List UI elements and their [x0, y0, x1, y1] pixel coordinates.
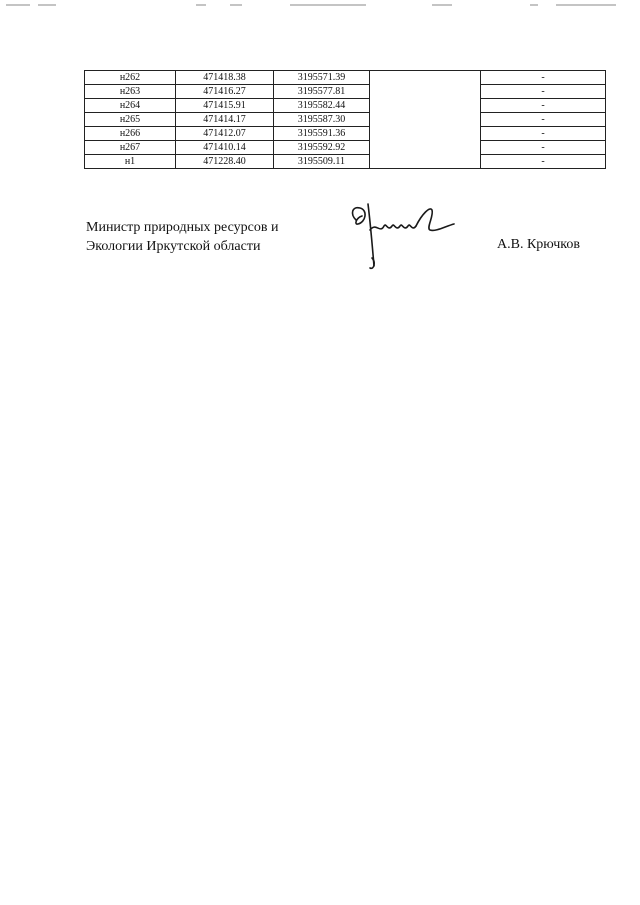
note-cell: -: [481, 99, 606, 113]
table-row: [85, 127, 606, 141]
x-coordinate-cell: 471415.91: [176, 99, 274, 113]
point-cell: н267: [85, 141, 176, 155]
table-row: [85, 155, 606, 169]
x-coordinate-cell: 471414.17: [176, 113, 274, 127]
point-cell: н263: [85, 85, 176, 99]
x-coordinate-cell: 471418.38: [176, 71, 274, 85]
note-cell: -: [481, 113, 606, 127]
point-cell: н262: [85, 71, 176, 85]
table-row: [85, 85, 606, 99]
note-cell: -: [481, 85, 606, 99]
table-row: [85, 71, 606, 85]
point-cell: н265: [85, 113, 176, 127]
y-coordinate-cell: 3195571.39: [274, 71, 370, 85]
x-coordinate-cell: 471412.07: [176, 127, 274, 141]
point-cell: н266: [85, 127, 176, 141]
y-coordinate-cell: 3195587.30: [274, 113, 370, 127]
position-line-1: Министр природных ресурсов и: [86, 220, 279, 235]
note-cell: -: [481, 155, 606, 169]
y-coordinate-cell: 3195509.11: [274, 155, 370, 169]
scan-artifact-marks: [0, 3, 640, 7]
signer-name: А.В. Крючков: [497, 237, 580, 252]
point-cell: н264: [85, 99, 176, 113]
y-coordinate-cell: 3195577.81: [274, 85, 370, 99]
handwritten-signature: [346, 200, 458, 272]
note-cell: -: [481, 127, 606, 141]
table-row: [85, 113, 606, 127]
position-line-2: Экологии Иркутской области: [86, 239, 261, 254]
x-coordinate-cell: 471410.14: [176, 141, 274, 155]
signatory-position: [86, 218, 326, 256]
y-coordinate-cell: 3195591.36: [274, 127, 370, 141]
x-coordinate-cell: 471228.40: [176, 155, 274, 169]
note-cell: -: [481, 141, 606, 155]
table-row: [85, 141, 606, 155]
y-coordinate-cell: 3195582.44: [274, 99, 370, 113]
y-coordinate-cell: 3195592.92: [274, 141, 370, 155]
x-coordinate-cell: 471416.27: [176, 85, 274, 99]
empty-merged-cell: [370, 71, 481, 169]
point-cell: н1: [85, 155, 176, 169]
table-row: [85, 99, 606, 113]
coordinates-table: [84, 70, 606, 169]
note-cell: -: [481, 71, 606, 85]
